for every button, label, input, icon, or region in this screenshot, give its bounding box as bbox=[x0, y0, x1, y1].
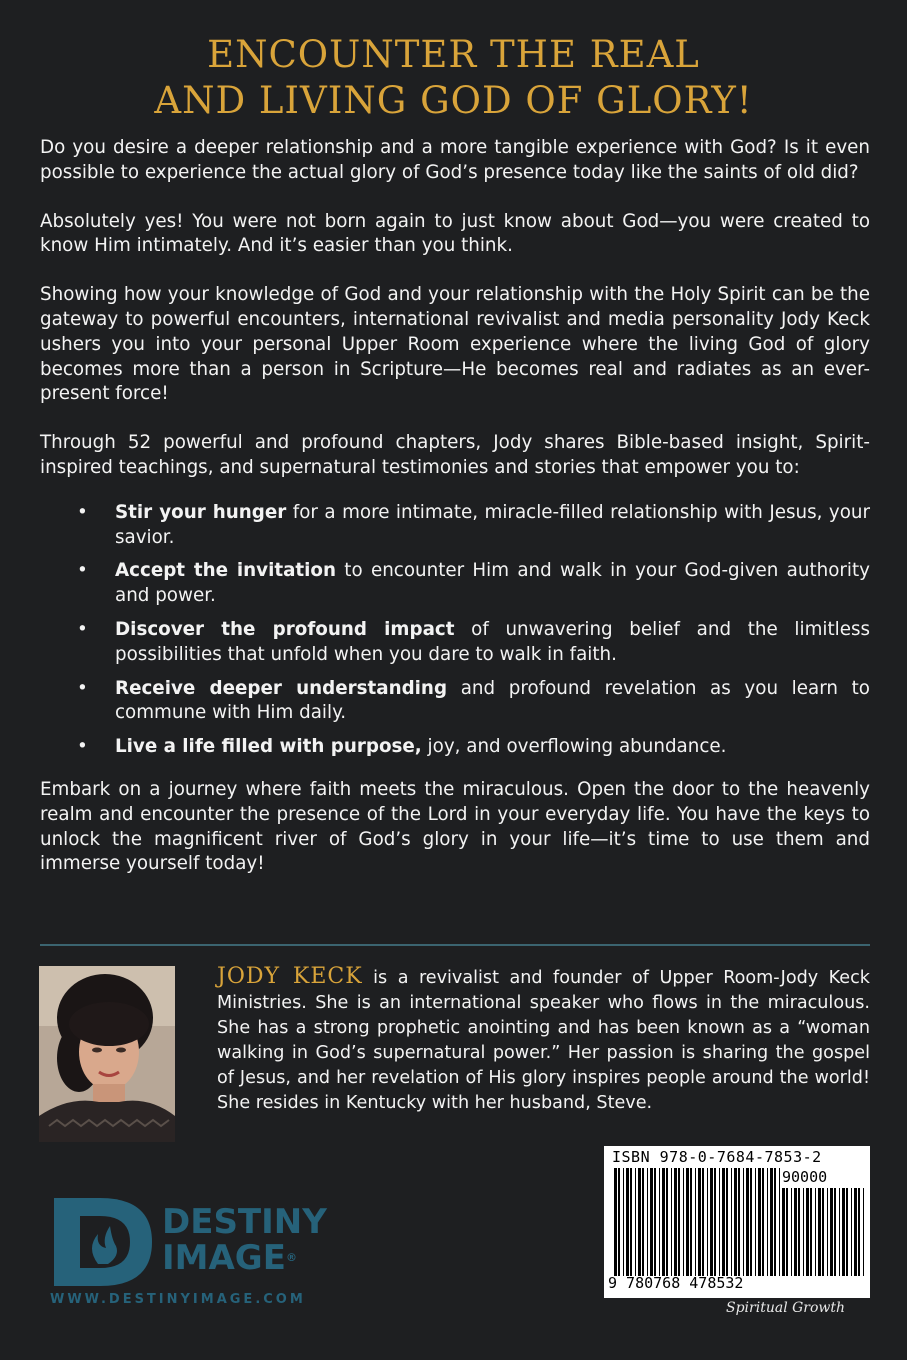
barcode-bar bbox=[774, 1168, 776, 1276]
benefits-list bbox=[40, 501, 870, 760]
barcode-bar bbox=[630, 1168, 632, 1276]
list-item-bold: Receive deeper understanding bbox=[115, 677, 448, 699]
barcode-bar bbox=[642, 1168, 644, 1276]
publisher-name-line-2 bbox=[162, 1240, 327, 1276]
barcode-bar bbox=[786, 1188, 788, 1276]
list-item-bold: Stir your hunger bbox=[115, 501, 287, 523]
barcode-bar bbox=[851, 1188, 852, 1276]
barcode-bar bbox=[863, 1188, 864, 1276]
barcode-bar bbox=[659, 1168, 660, 1276]
barcode-bar bbox=[638, 1168, 641, 1276]
barcode-bar bbox=[683, 1168, 684, 1276]
ean-digits-text: 9 780768 478532 bbox=[608, 1274, 744, 1292]
section-divider bbox=[40, 944, 870, 946]
list-item-text: of unwavering belief and the limitless possibilities that unfold when you dare to walk in faith. bbox=[115, 618, 870, 665]
barcode-bars-addon bbox=[782, 1188, 866, 1276]
headline-line-2: AND LIVING GOD OF GLORY! bbox=[154, 79, 753, 122]
description bbox=[40, 136, 870, 901]
paragraph-chapters: Through 52 powerful and profound chapters, Jody shares Bible-based insight, Spirit-inspired teachings, and supernatural testimonies and stories that empower you to: bbox=[40, 432, 870, 478]
headline bbox=[0, 32, 907, 124]
barcode-bar bbox=[686, 1168, 689, 1276]
author-photo bbox=[39, 966, 175, 1142]
barcode-bar bbox=[626, 1168, 629, 1276]
author-bio-text: is a revivalist and founder of Upper Room-Jody Keck Ministries. She is an international speaker who flows in the miraculous. She has a strong prophetic anointing and has been known as a “woman walking in God’s supernatural power.” Her passion is sharing the gospel of Jesus, and her revelation of His glory inspires people around the world! She resides in Kentucky with her husband, Steve. bbox=[217, 968, 870, 1113]
isbn-text: ISBN 978-0-7684-7853-2 bbox=[612, 1148, 822, 1166]
barcode-bar bbox=[722, 1168, 725, 1276]
barcode-bar bbox=[806, 1188, 809, 1276]
barcode-bars-main bbox=[614, 1168, 784, 1276]
barcode-bar bbox=[738, 1168, 740, 1276]
publisher-url: WWW.DESTINYIMAGE.COM bbox=[50, 1292, 306, 1307]
barcode-bar bbox=[779, 1168, 780, 1276]
barcode-bar bbox=[623, 1168, 624, 1276]
bullet-icon: • bbox=[77, 560, 88, 582]
bullet-icon: • bbox=[77, 501, 88, 523]
list-item bbox=[40, 677, 870, 727]
barcode-bar bbox=[818, 1188, 821, 1276]
bullet-icon: • bbox=[77, 736, 88, 758]
list-item-bold: Discover the profound impact bbox=[115, 618, 455, 640]
publisher-logo bbox=[50, 1190, 340, 1320]
addon-code-text: 90000 bbox=[782, 1168, 828, 1186]
list-item bbox=[40, 735, 870, 760]
barcode-bar bbox=[794, 1188, 797, 1276]
barcode-bar bbox=[702, 1168, 704, 1276]
list-item-text: and profound revelation as you learn to commune with Him daily. bbox=[115, 677, 870, 724]
barcode-bar bbox=[746, 1168, 749, 1276]
barcode-bar bbox=[822, 1188, 824, 1276]
barcode-bar bbox=[839, 1188, 840, 1276]
barcode-bar bbox=[731, 1168, 732, 1276]
list-item-text: to encounter Him and walk in your God-given authority and power. bbox=[115, 560, 870, 607]
barcode-bar bbox=[654, 1168, 656, 1276]
barcode-bar bbox=[618, 1168, 620, 1276]
barcode-bar bbox=[647, 1168, 648, 1276]
barcode-bar bbox=[770, 1168, 773, 1276]
list-item bbox=[40, 618, 870, 668]
list-item bbox=[40, 501, 870, 551]
publisher-name-line-1: DESTINY bbox=[162, 1202, 327, 1242]
barcode-bar bbox=[798, 1188, 800, 1276]
author-bio bbox=[217, 965, 870, 1115]
paragraph-answer: Absolutely yes! You were not born again to just know about God—you were created to know Him intimately. And it’s easier than you think. bbox=[40, 210, 870, 257]
author-name: JODY KECK bbox=[217, 964, 363, 989]
barcode-bar bbox=[830, 1188, 833, 1276]
barcode-bar bbox=[750, 1168, 752, 1276]
barcode-bar bbox=[827, 1188, 828, 1276]
category-label: Spiritual Growth bbox=[726, 1300, 846, 1316]
barcode-bar bbox=[726, 1168, 728, 1276]
barcode-bar bbox=[674, 1168, 677, 1276]
barcode-bar bbox=[714, 1168, 716, 1276]
barcode-bar bbox=[755, 1168, 756, 1276]
barcode-bar bbox=[767, 1168, 768, 1276]
barcode-bar bbox=[690, 1168, 692, 1276]
bullet-icon: • bbox=[77, 618, 88, 640]
barcode-bar bbox=[758, 1168, 761, 1276]
barcode-bar bbox=[662, 1168, 665, 1276]
registered-mark: ® bbox=[285, 1251, 297, 1264]
barcode-bar bbox=[734, 1168, 737, 1276]
barcode-bar bbox=[743, 1168, 744, 1276]
barcode-bar bbox=[842, 1188, 845, 1276]
barcode-bar bbox=[782, 1188, 785, 1276]
barcode-bar bbox=[671, 1168, 672, 1276]
list-item-text: for a more intimate, miracle-filled relationship with Jesus, your savior. bbox=[115, 501, 871, 548]
barcode-bar bbox=[810, 1188, 812, 1276]
barcode-bar bbox=[678, 1168, 680, 1276]
barcode-bar bbox=[834, 1188, 836, 1276]
publisher-name bbox=[162, 1204, 327, 1276]
paragraph-intro: Do you desire a deeper relationship and a more tangible experience with God? Is it even possible to experience the actual glory of God’s presence today like the saints of old did? bbox=[40, 137, 870, 183]
list-item bbox=[40, 559, 870, 609]
barcode-bar bbox=[710, 1168, 713, 1276]
barcode-bar bbox=[858, 1188, 860, 1276]
barcode-bar bbox=[698, 1168, 701, 1276]
barcode-bar bbox=[707, 1168, 708, 1276]
isbn-barcode bbox=[604, 1146, 870, 1298]
barcode-bar bbox=[803, 1188, 804, 1276]
bullet-icon: • bbox=[77, 677, 88, 699]
barcode-bar bbox=[854, 1188, 857, 1276]
barcode-bar bbox=[719, 1168, 720, 1276]
barcode-bar bbox=[791, 1188, 792, 1276]
barcode-bar bbox=[614, 1168, 617, 1276]
barcode-bar bbox=[635, 1168, 636, 1276]
paragraph-overview: Showing how your knowledge of God and your relationship with the Holy Spirit can be the gateway to powerful encounters, international revivalist and media personality Jody Keck ushers you into your personal Upper Room experience where the living God of glory becomes more than a person in Scripture—He becomes real and radiates as an ever-present force! bbox=[40, 284, 870, 405]
list-item-bold: Live a life filled with purpose, bbox=[115, 736, 422, 758]
headline-line-1: ENCOUNTER THE REAL bbox=[207, 33, 700, 76]
list-item-bold: Accept the invitation bbox=[115, 560, 337, 582]
barcode-bar bbox=[815, 1188, 816, 1276]
paragraph-closing: Embark on a journey where faith meets the miraculous. Open the door to the heavenly realm and encounter the presence of the Lord in your everyday life. You have the keys to unlock the magnificent river of God’s glory in your life—it’s time to use them and immerse yourself today! bbox=[40, 778, 870, 875]
barcode-bar bbox=[762, 1168, 764, 1276]
publisher-name-line-2-text: IMAGE bbox=[162, 1238, 286, 1278]
barcode-bar bbox=[666, 1168, 668, 1276]
barcode-bar bbox=[650, 1168, 653, 1276]
destiny-image-logo-icon bbox=[50, 1190, 160, 1290]
barcode-bar bbox=[846, 1188, 848, 1276]
author-portrait-image bbox=[39, 966, 175, 1142]
barcode-bar bbox=[695, 1168, 696, 1276]
list-item-text: joy, and overflowing abundance. bbox=[421, 736, 727, 758]
